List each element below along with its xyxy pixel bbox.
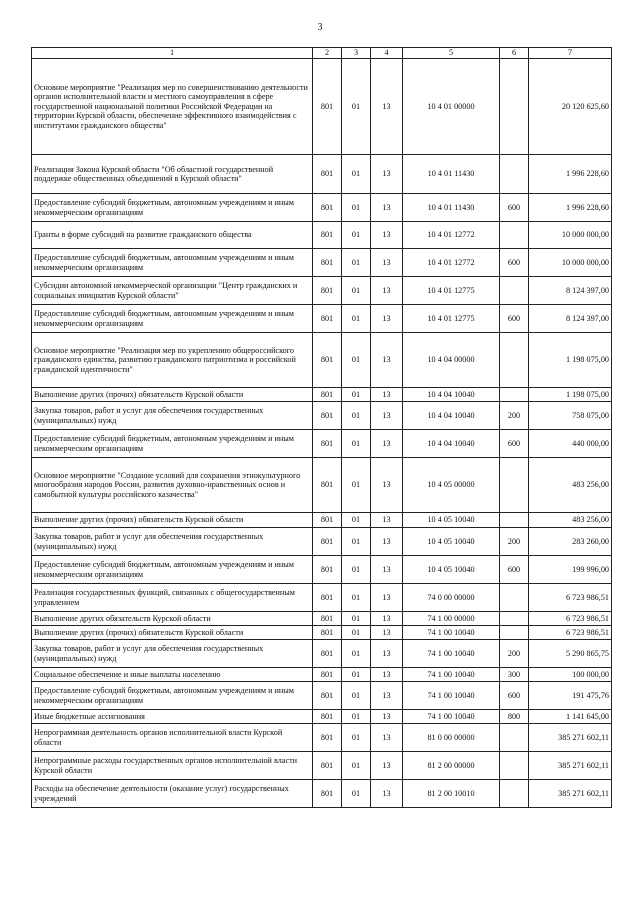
cell-section-code: 01 — [342, 528, 371, 556]
table-row — [32, 155, 612, 194]
cell-subsection-code: 13 — [371, 640, 403, 668]
cell-target-article: 10 4 01 11430 — [403, 155, 500, 194]
cell-section-code: 01 — [342, 155, 371, 194]
cell-expense-type: 600 — [500, 305, 529, 333]
cell-section-code: 01 — [342, 668, 371, 682]
cell-section-code: 01 — [342, 194, 371, 222]
page-number: 3 — [317, 22, 323, 33]
table-row — [32, 59, 612, 155]
cell-description: Реализация государственных функций, связанных с общегосударственным управлением — [32, 584, 313, 612]
cell-amount: 8 124 397,00 — [529, 305, 612, 333]
cell-description: Основное мероприятие "Создание условий для сохранения этнокультурного многообразия народов России, развития духовно-нравственных основ и самобытной культуры российского казачества" — [32, 458, 313, 513]
cell-description: Выполнение других (прочих) обязательств Курской области — [32, 388, 313, 402]
cell-description: Выполнение других (прочих) обязательств Курской области — [32, 513, 313, 528]
cell-description: Реализация Закона Курской области "Об областной государственной поддержке общественных объединений в Курской области" — [32, 155, 313, 194]
cell-subsection-code: 13 — [371, 710, 403, 724]
cell-section-code: 01 — [342, 682, 371, 710]
cell-description: Предоставление субсидий бюджетным, автономным учреждениям и иным некоммерческим организациям — [32, 305, 313, 333]
cell-section-code: 01 — [342, 612, 371, 626]
cell-expense-type: 200 — [500, 640, 529, 668]
cell-expense-type — [500, 724, 529, 752]
table-row — [32, 194, 612, 222]
cell-target-article: 10 4 01 11430 — [403, 194, 500, 222]
cell-description: Предоставление субсидий бюджетным, автономным учреждениям и иным некоммерческим организациям — [32, 682, 313, 710]
cell-subsection-code: 13 — [371, 59, 403, 155]
cell-target-article: 10 4 05 10040 — [403, 556, 500, 584]
cell-grbs-code: 801 — [313, 612, 342, 626]
cell-description: Расходы на обеспечение деятельности (оказание услуг) государственных учреждений — [32, 780, 313, 808]
cell-expense-type: 800 — [500, 710, 529, 724]
cell-section-code: 01 — [342, 556, 371, 584]
cell-amount: 385 271 602,11 — [529, 780, 612, 808]
cell-expense-type: 600 — [500, 194, 529, 222]
cell-target-article: 10 4 01 12775 — [403, 305, 500, 333]
cell-section-code: 01 — [342, 59, 371, 155]
table-row — [32, 626, 612, 640]
cell-grbs-code: 801 — [313, 752, 342, 780]
cell-grbs-code: 801 — [313, 668, 342, 682]
cell-amount: 6 723 986,51 — [529, 626, 612, 640]
cell-target-article: 74 1 00 10040 — [403, 640, 500, 668]
cell-subsection-code: 13 — [371, 402, 403, 430]
cell-amount: 1 198 075,00 — [529, 333, 612, 388]
cell-expense-type — [500, 752, 529, 780]
cell-expense-type: 600 — [500, 249, 529, 277]
cell-grbs-code: 801 — [313, 682, 342, 710]
cell-expense-type — [500, 333, 529, 388]
cell-target-article: 81 2 00 00000 — [403, 752, 500, 780]
cell-expense-type: 600 — [500, 682, 529, 710]
cell-description: Закупка товаров, работ и услуг для обеспечения государственных (муниципальных) нужд — [32, 640, 313, 668]
cell-amount: 1 996 228,60 — [529, 155, 612, 194]
cell-amount: 8 124 397,00 — [529, 277, 612, 305]
cell-subsection-code: 13 — [371, 668, 403, 682]
cell-amount: 6 723 986,51 — [529, 584, 612, 612]
column-header: 1 — [32, 48, 313, 59]
cell-subsection-code: 13 — [371, 626, 403, 640]
cell-section-code: 01 — [342, 626, 371, 640]
cell-description: Гранты в форме субсидий на развитие гражданского общества — [32, 222, 313, 249]
cell-grbs-code: 801 — [313, 277, 342, 305]
cell-amount: 440 000,00 — [529, 430, 612, 458]
cell-grbs-code: 801 — [313, 626, 342, 640]
cell-expense-type — [500, 584, 529, 612]
column-header: 2 — [313, 48, 342, 59]
table-row — [32, 640, 612, 668]
cell-description: Выполнение других обязательств Курской области — [32, 612, 313, 626]
cell-subsection-code: 13 — [371, 249, 403, 277]
cell-target-article: 10 4 04 10040 — [403, 430, 500, 458]
cell-amount: 1 198 075,00 — [529, 388, 612, 402]
cell-description: Предоставление субсидий бюджетным, автономным учреждениям и иным некоммерческим организациям — [32, 556, 313, 584]
cell-subsection-code: 13 — [371, 513, 403, 528]
cell-description: Социальное обеспечение и иные выплаты населению — [32, 668, 313, 682]
table-row — [32, 277, 612, 305]
table-row — [32, 710, 612, 724]
cell-amount: 199 996,00 — [529, 556, 612, 584]
cell-expense-type — [500, 780, 529, 808]
cell-description: Закупка товаров, работ и услуг для обеспечения государственных (муниципальных) нужд — [32, 402, 313, 430]
cell-description: Основное мероприятие "Реализация мер по укреплению общероссийского гражданского единства, развитию гражданского патриотизма и российской гражданской идентичности" — [32, 333, 313, 388]
cell-subsection-code: 13 — [371, 584, 403, 612]
table-row — [32, 333, 612, 388]
cell-section-code: 01 — [342, 780, 371, 808]
cell-grbs-code: 801 — [313, 194, 342, 222]
cell-amount: 283 260,00 — [529, 528, 612, 556]
cell-section-code: 01 — [342, 388, 371, 402]
cell-description: Предоставление субсидий бюджетным, автономным учреждениям и иным некоммерческим организациям — [32, 249, 313, 277]
cell-target-article: 74 1 00 00000 — [403, 612, 500, 626]
cell-amount: 483 256,00 — [529, 513, 612, 528]
cell-subsection-code: 13 — [371, 194, 403, 222]
cell-amount: 20 120 625,60 — [529, 59, 612, 155]
table-body — [32, 59, 612, 808]
cell-amount: 758 075,00 — [529, 402, 612, 430]
cell-section-code: 01 — [342, 222, 371, 249]
cell-section-code: 01 — [342, 305, 371, 333]
cell-subsection-code: 13 — [371, 430, 403, 458]
cell-description: Непрограммная деятельность органов исполнительной власти Курской области — [32, 724, 313, 752]
column-header: 5 — [403, 48, 500, 59]
cell-amount: 10 000 000,00 — [529, 222, 612, 249]
cell-subsection-code: 13 — [371, 388, 403, 402]
cell-description: Предоставление субсидий бюджетным, автономным учреждениям и иным некоммерческим организациям — [32, 194, 313, 222]
cell-grbs-code: 801 — [313, 458, 342, 513]
cell-target-article: 74 1 00 10040 — [403, 626, 500, 640]
cell-expense-type — [500, 458, 529, 513]
cell-target-article: 74 1 00 10040 — [403, 682, 500, 710]
cell-target-article: 10 4 01 12772 — [403, 222, 500, 249]
cell-target-article: 10 4 05 00000 — [403, 458, 500, 513]
cell-expense-type — [500, 513, 529, 528]
cell-description: Выполнение других (прочих) обязательств Курской области — [32, 626, 313, 640]
cell-target-article: 74 1 00 10040 — [403, 668, 500, 682]
cell-section-code: 01 — [342, 402, 371, 430]
cell-section-code: 01 — [342, 752, 371, 780]
cell-grbs-code: 801 — [313, 305, 342, 333]
cell-subsection-code: 13 — [371, 305, 403, 333]
cell-grbs-code: 801 — [313, 249, 342, 277]
cell-target-article: 10 4 01 12775 — [403, 277, 500, 305]
cell-subsection-code: 13 — [371, 528, 403, 556]
column-header: 6 — [500, 48, 529, 59]
column-header: 3 — [342, 48, 371, 59]
cell-target-article: 10 4 04 00000 — [403, 333, 500, 388]
column-header: 7 — [529, 48, 612, 59]
cell-subsection-code: 13 — [371, 155, 403, 194]
cell-description: Закупка товаров, работ и услуг для обеспечения государственных (муниципальных) нужд — [32, 528, 313, 556]
cell-target-article: 10 4 05 10040 — [403, 513, 500, 528]
cell-expense-type — [500, 388, 529, 402]
cell-description: Основное мероприятие "Реализация мер по совершенствованию деятельности органов исполнительной власти и местного самоуправления в сфере государственной национальной политики Российской Федерации на территории Курской области, обеспечение эффективного взаимодействия с институтами гражданского общества" — [32, 59, 313, 155]
cell-grbs-code: 801 — [313, 430, 342, 458]
cell-target-article: 81 0 00 00000 — [403, 724, 500, 752]
cell-description: Непрограммные расходы государственных органов исполнительной власти Курской области — [32, 752, 313, 780]
cell-amount: 1 996 228,60 — [529, 194, 612, 222]
cell-section-code: 01 — [342, 458, 371, 513]
column-header: 4 — [371, 48, 403, 59]
table-row — [32, 513, 612, 528]
cell-subsection-code: 13 — [371, 222, 403, 249]
cell-target-article: 81 2 00 10010 — [403, 780, 500, 808]
cell-target-article: 10 4 01 12772 — [403, 249, 500, 277]
cell-expense-type — [500, 222, 529, 249]
cell-section-code: 01 — [342, 724, 371, 752]
cell-grbs-code: 801 — [313, 333, 342, 388]
cell-grbs-code: 801 — [313, 528, 342, 556]
cell-expense-type: 600 — [500, 430, 529, 458]
cell-amount: 1 141 645,00 — [529, 710, 612, 724]
cell-expense-type — [500, 626, 529, 640]
cell-target-article: 10 4 01 00000 — [403, 59, 500, 155]
cell-amount: 5 290 865,75 — [529, 640, 612, 668]
cell-subsection-code: 13 — [371, 556, 403, 584]
cell-target-article: 10 4 04 10040 — [403, 388, 500, 402]
table-row — [32, 584, 612, 612]
table-row — [32, 305, 612, 333]
cell-section-code: 01 — [342, 513, 371, 528]
cell-section-code: 01 — [342, 249, 371, 277]
cell-subsection-code: 13 — [371, 682, 403, 710]
cell-grbs-code: 801 — [313, 724, 342, 752]
cell-expense-type — [500, 277, 529, 305]
cell-grbs-code: 801 — [313, 402, 342, 430]
table-row — [32, 612, 612, 626]
cell-expense-type — [500, 155, 529, 194]
cell-grbs-code: 801 — [313, 710, 342, 724]
cell-section-code: 01 — [342, 710, 371, 724]
cell-description: Иные бюджетные ассигнования — [32, 710, 313, 724]
cell-section-code: 01 — [342, 333, 371, 388]
cell-subsection-code: 13 — [371, 724, 403, 752]
cell-subsection-code: 13 — [371, 752, 403, 780]
cell-amount: 10 000 000,00 — [529, 249, 612, 277]
cell-amount: 385 271 602,11 — [529, 724, 612, 752]
cell-amount: 191 475,76 — [529, 682, 612, 710]
table-row — [32, 388, 612, 402]
table-row — [32, 724, 612, 752]
cell-expense-type: 300 — [500, 668, 529, 682]
cell-target-article: 10 4 05 10040 — [403, 528, 500, 556]
cell-grbs-code: 801 — [313, 222, 342, 249]
cell-grbs-code: 801 — [313, 556, 342, 584]
cell-subsection-code: 13 — [371, 333, 403, 388]
cell-grbs-code: 801 — [313, 584, 342, 612]
cell-subsection-code: 13 — [371, 458, 403, 513]
cell-grbs-code: 801 — [313, 513, 342, 528]
budget-table — [31, 47, 612, 808]
cell-expense-type: 200 — [500, 402, 529, 430]
cell-target-article: 74 0 00 00000 — [403, 584, 500, 612]
cell-grbs-code: 801 — [313, 640, 342, 668]
table-row — [32, 682, 612, 710]
cell-target-article: 10 4 04 10040 — [403, 402, 500, 430]
table-row — [32, 556, 612, 584]
cell-subsection-code: 13 — [371, 612, 403, 626]
cell-grbs-code: 801 — [313, 780, 342, 808]
cell-amount: 385 271 602,11 — [529, 752, 612, 780]
cell-grbs-code: 801 — [313, 388, 342, 402]
cell-expense-type: 600 — [500, 556, 529, 584]
cell-amount: 6 723 986,51 — [529, 612, 612, 626]
cell-amount: 483 256,00 — [529, 458, 612, 513]
table-row — [32, 780, 612, 808]
cell-subsection-code: 13 — [371, 780, 403, 808]
cell-section-code: 01 — [342, 584, 371, 612]
cell-section-code: 01 — [342, 640, 371, 668]
cell-amount: 100 000,00 — [529, 668, 612, 682]
table-row — [32, 430, 612, 458]
table-row — [32, 752, 612, 780]
table-row — [32, 249, 612, 277]
cell-expense-type — [500, 612, 529, 626]
table-header-row — [32, 48, 612, 59]
cell-section-code: 01 — [342, 430, 371, 458]
cell-expense-type: 200 — [500, 528, 529, 556]
cell-description: Субсидии автономной некоммерческой организации "Центр гражданских и социальных инициатив Курской области" — [32, 277, 313, 305]
cell-expense-type — [500, 59, 529, 155]
table-row — [32, 668, 612, 682]
table-row — [32, 528, 612, 556]
cell-grbs-code: 801 — [313, 59, 342, 155]
table-row — [32, 458, 612, 513]
cell-description: Предоставление субсидий бюджетным, автономным учреждениям и иным некоммерческим организациям — [32, 430, 313, 458]
cell-section-code: 01 — [342, 277, 371, 305]
cell-grbs-code: 801 — [313, 155, 342, 194]
table-row — [32, 222, 612, 249]
cell-subsection-code: 13 — [371, 277, 403, 305]
cell-target-article: 74 1 00 10040 — [403, 710, 500, 724]
table-row — [32, 402, 612, 430]
